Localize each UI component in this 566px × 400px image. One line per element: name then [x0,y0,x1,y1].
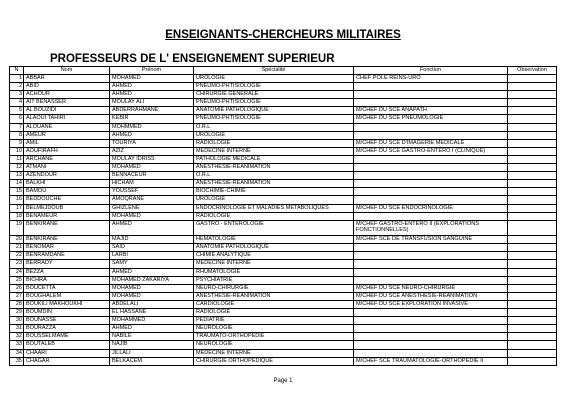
row-observation [508,284,557,292]
row-prenom: TOURIYA [110,139,194,147]
row-number: 11 [10,155,24,163]
row-fonction [354,212,508,220]
row-observation [508,325,557,333]
row-observation [508,236,557,244]
row-specialite: TRAUMATO-ORTHOPEDIE [194,333,354,341]
row-observation [508,75,557,83]
row-fonction: M/CHEF DU SCE NEURO-CHIRURGIE [354,284,508,292]
row-specialite: MEDECINE INTERNE [194,147,354,155]
table-row [10,244,557,252]
row-fonction: M/CHEF DU SCE PNEUMOLOGIE [354,115,508,123]
table-row [10,99,557,107]
row-prenom: AZIZ [110,147,194,155]
row-observation [508,276,557,284]
row-number: 24 [10,268,24,276]
row-nom: ARCHANE [24,155,110,163]
row-prenom: ABDELALI [110,300,194,308]
table-row [10,317,557,325]
table-row [10,300,557,308]
row-number: 27 [10,292,24,300]
row-nom: ALAOUI TAHIRI [24,115,110,123]
row-specialite: NEUROLOGIE [194,341,354,349]
row-specialite: UROLOGIE [194,131,354,139]
row-observation [508,180,557,188]
row-specialite: RADIOLOGIE [194,139,354,147]
table-row [10,212,557,220]
row-fonction [354,309,508,317]
row-specialite: ANATOMIE PATHOLOGIQUE [194,244,354,252]
row-nom: ABID [24,83,110,91]
row-number: 7 [10,123,24,131]
row-prenom: JILLALI [110,349,194,357]
row-specialite: PNEUMO-PHTISIOLOGIE [194,99,354,107]
row-nom: BERRADY [24,260,110,268]
table-row [10,83,557,91]
professors-table [9,66,557,366]
row-prenom: MOHAMED [110,75,194,83]
row-observation [508,83,557,91]
row-specialite: PATHOLOGIE MEDICALE [194,155,354,163]
row-number: 17 [10,204,24,212]
row-nom: ABBAR [24,75,110,83]
table-row [10,357,557,365]
row-nom: ATMANI [24,164,110,172]
row-prenom: GHIZLENE [110,204,194,212]
row-nom: BENKIRANE [24,220,110,236]
row-number: 33 [10,341,24,349]
row-nom: BOUSSELMAME [24,333,110,341]
row-specialite: CHIRURGIE ORTHOPEDIQUE [194,357,354,365]
table-row [10,349,557,357]
row-observation [508,341,557,349]
row-observation [508,268,557,276]
table-row [10,333,557,341]
table-row [10,236,557,244]
row-number: 26 [10,284,24,292]
row-number: 28 [10,300,24,308]
row-fonction [354,325,508,333]
page-number: Page 1 [273,378,293,384]
row-fonction [354,188,508,196]
table-row [10,276,557,284]
table-row [10,139,557,147]
row-specialite: O.R.L [194,123,354,131]
document-title: ENSEIGNANTS-CHERCHEURS MILITAIRES [165,29,401,41]
table-row [10,123,557,131]
row-prenom: BENNACEUR [110,172,194,180]
row-number: 1 [10,75,24,83]
row-nom: BOUMDIN [24,309,110,317]
row-observation [508,300,557,308]
row-observation [508,220,557,236]
row-nom: BOUTALEB [24,341,110,349]
row-number: 13 [10,172,24,180]
table-row [10,180,557,188]
table-row [10,115,557,123]
table-row [10,147,557,155]
table-row [10,268,557,276]
row-nom: AIT BENASSER [24,99,110,107]
table-header-row [10,67,557,75]
row-observation [508,91,557,99]
row-number: 34 [10,349,24,357]
row-prenom: MOHAMED [110,292,194,300]
row-fonction [354,349,508,357]
row-nom: BENAMEUR [24,212,110,220]
table-row [10,204,557,212]
row-specialite: UROLOGIE [194,196,354,204]
row-number: 21 [10,244,24,252]
row-prenom: MAJID [110,236,194,244]
table-row [10,188,557,196]
row-fonction [354,123,508,131]
row-observation [508,147,557,155]
row-observation [508,196,557,204]
row-specialite: O.R.L [194,172,354,180]
row-number: 3 [10,91,24,99]
row-specialite: ENDOCRINOLOGIE ET MALADIES METABOLIQUES [194,204,354,212]
column-header-n: N [10,67,24,75]
row-nom: BOUCETTA [24,284,110,292]
row-prenom: AMOQRANE [110,196,194,204]
row-observation [508,292,557,300]
row-nom: AOUFIRAFH [24,147,110,155]
row-specialite: PNEUMO-PHTISIOLOGIE [194,83,354,91]
row-number: 32 [10,333,24,341]
row-observation [508,99,557,107]
row-fonction: M/CHEF GASTRO-ENTERO II (EXPLORATIONS FONCTIONNELLES) [354,220,508,236]
row-fonction [354,99,508,107]
row-prenom: MOHAMED [110,212,194,220]
row-specialite: HEMATOLOGIE [194,236,354,244]
table-row [10,107,557,115]
row-prenom: BELKACEM [110,357,194,365]
row-nom: BALKHI [24,180,110,188]
row-specialite: ANESTHESIE-REANIMATION [194,164,354,172]
table-row [10,325,557,333]
row-prenom: AHMED [110,83,194,91]
row-specialite: RADIOLOGIE [194,212,354,220]
row-number: 29 [10,309,24,317]
column-header-nom: Nom [24,67,110,75]
row-observation [508,131,557,139]
row-nom: BENKIRANE [24,236,110,244]
row-number: 19 [10,220,24,236]
row-nom: BEZZA [24,268,110,276]
row-observation [508,204,557,212]
column-header-fonction: Fonction [354,67,508,75]
column-header-prenom: Prénom [110,67,194,75]
table-row [10,75,557,83]
row-fonction: CHEF POLE REINS-URO [354,75,508,83]
table-row [10,220,557,236]
table-body [10,75,557,366]
row-specialite: PNEUMO-PHTISIOLOGIE [194,115,354,123]
row-fonction [354,196,508,204]
row-prenom: MOHAMED ZAKARIYA [110,276,194,284]
row-prenom: AHMED [110,91,194,99]
row-specialite: CARDIOLOGIE [194,300,354,308]
row-specialite: GASTRO - ENTEROLOGIE [194,220,354,236]
row-observation [508,139,557,147]
row-number: 23 [10,260,24,268]
row-number: 12 [10,164,24,172]
row-nom: BICHRA [24,276,110,284]
row-observation [508,252,557,260]
row-fonction: M/CHEF DU SCE D'IMAGERIE MEDICALE [354,139,508,147]
table-row [10,341,557,349]
row-specialite: CHIRURGIE GENERALE [194,91,354,99]
table-row [10,309,557,317]
row-specialite: BIOCHIMIE-CHIMIE [194,188,354,196]
row-specialite: ANESTHESIE-REANIMATION [194,180,354,188]
row-observation [508,349,557,357]
document-subtitle: PROFESSEURS DE L' ENSEIGNEMENT SUPERIEUR [50,53,335,65]
row-fonction [354,83,508,91]
row-fonction: M/CHEF SCE TRAUMATOLOGIE-ORTHOPEDIE II [354,357,508,365]
table-row [10,172,557,180]
row-fonction: M/CHEF DU SCE GASTRO-ENTERO I (CLINIQUE) [354,147,508,155]
row-number: 10 [10,147,24,155]
row-number: 31 [10,325,24,333]
row-number: 8 [10,131,24,139]
row-nom: BENRAMDANE [24,252,110,260]
row-nom: AMIL [24,139,110,147]
row-fonction [354,333,508,341]
row-observation [508,123,557,131]
row-nom: BOUGHALEM [24,292,110,300]
row-number: 16 [10,196,24,204]
row-nom: CHAARI [24,349,110,357]
row-specialite: UROLOGIE [194,75,354,83]
row-prenom: MOHAMED [110,284,194,292]
row-observation [508,155,557,163]
row-prenom: MOHAMMED [110,317,194,325]
row-prenom: MOHAMED [110,164,194,172]
row-observation [508,244,557,252]
row-nom: CHAGAR [24,357,110,365]
row-prenom: EL HASSANE [110,309,194,317]
table-row [10,284,557,292]
row-fonction: M/CHEF DU SCE ANAPATH [354,107,508,115]
row-prenom: HICHAM [110,180,194,188]
column-header-specialite: Spécialité [194,67,354,75]
row-fonction [354,317,508,325]
row-prenom: NABILE [110,333,194,341]
row-fonction [354,268,508,276]
table-row [10,91,557,99]
row-number: 20 [10,236,24,244]
row-fonction [354,172,508,180]
row-observation [508,317,557,325]
row-fonction: M/CHEF DU SCE ENDOCRINOLOGIE [354,204,508,212]
row-fonction: M/CHEF SCE DE TRANSFUSION SANGUINE [354,236,508,244]
row-fonction [354,276,508,284]
row-nom: BOUNASSE [24,317,110,325]
row-fonction [354,260,508,268]
row-observation [508,260,557,268]
row-fonction: M/CHEF DU SCE ANESTHESIE-REANIMATION [354,292,508,300]
row-specialite: RHUMATOLOGIE [194,268,354,276]
row-observation [508,115,557,123]
table-row [10,131,557,139]
row-observation [508,107,557,115]
row-prenom: SAMY [110,260,194,268]
row-number: 15 [10,188,24,196]
row-specialite: PEDIATRIE [194,317,354,325]
row-specialite: PSYCHIATRIE [194,276,354,284]
row-nom: BEDDOUCHE [24,196,110,204]
column-header-observation: Observation [508,67,557,75]
table-row [10,196,557,204]
row-nom: AZENDOUR [24,172,110,180]
row-observation [508,357,557,365]
row-nom: BENOMAR [24,244,110,252]
row-number: 6 [10,115,24,123]
row-fonction [354,252,508,260]
row-number: 5 [10,107,24,115]
row-specialite: ANATOMIE PATHOLOGIQUE [194,107,354,115]
row-fonction [354,155,508,163]
row-observation [508,188,557,196]
table-row [10,155,557,163]
row-prenom: AHMED [110,325,194,333]
row-nom: BOUKILI MAKHOUKHI [24,300,110,308]
row-specialite: NEURO-CHIRURGIE [194,284,354,292]
row-nom: AL BOUZIDI [24,107,110,115]
row-number: 9 [10,139,24,147]
table-row [10,292,557,300]
row-prenom: MOULAY IDRISS [110,155,194,163]
row-observation [508,164,557,172]
table-row [10,260,557,268]
row-prenom: ABDERRAHMANE [110,107,194,115]
row-specialite: ANESTHESIE-REANIMATION [194,292,354,300]
row-prenom: YOUSSEF [110,188,194,196]
row-observation [508,333,557,341]
row-number: 18 [10,212,24,220]
row-fonction [354,244,508,252]
row-specialite: RADIOLOGIE [194,309,354,317]
row-specialite: MEDECINE INTERNE [194,260,354,268]
row-nom: ACHOUR [24,91,110,99]
row-specialite: NEUROLOGIE [194,325,354,333]
row-nom: BOURAZZA [24,325,110,333]
row-prenom: KEBIR [110,115,194,123]
row-specialite: CHIMIE ANALYTIQUE [194,252,354,260]
row-prenom: MOHMMED [110,123,194,131]
row-number: 22 [10,252,24,260]
row-prenom: AHMED [110,131,194,139]
row-prenom: AHMED [110,220,194,236]
row-prenom: SAID [110,244,194,252]
row-fonction [354,91,508,99]
row-observation [508,212,557,220]
row-prenom: NAJIB [110,341,194,349]
row-nom: BAMOU [24,188,110,196]
row-nom: AMEUR [24,131,110,139]
row-fonction [354,180,508,188]
row-prenom: AHMED [110,268,194,276]
row-observation [508,172,557,180]
row-fonction [354,341,508,349]
table-row [10,252,557,260]
table-row [10,164,557,172]
row-prenom: MOULAY ALI [110,99,194,107]
row-nom: ALOUANE [24,123,110,131]
row-observation [508,309,557,317]
row-specialite: MEDECINE INTERNE [194,349,354,357]
row-number: 4 [10,99,24,107]
row-number: 14 [10,180,24,188]
row-fonction: M/CHEF DU SCE EXPLORATION INVASIVE [354,300,508,308]
row-number: 25 [10,276,24,284]
row-number: 2 [10,83,24,91]
row-fonction [354,131,508,139]
row-prenom: LARBI [110,252,194,260]
row-number: 35 [10,357,24,365]
row-nom: BELMEJDOUB [24,204,110,212]
row-number: 30 [10,317,24,325]
row-fonction [354,164,508,172]
